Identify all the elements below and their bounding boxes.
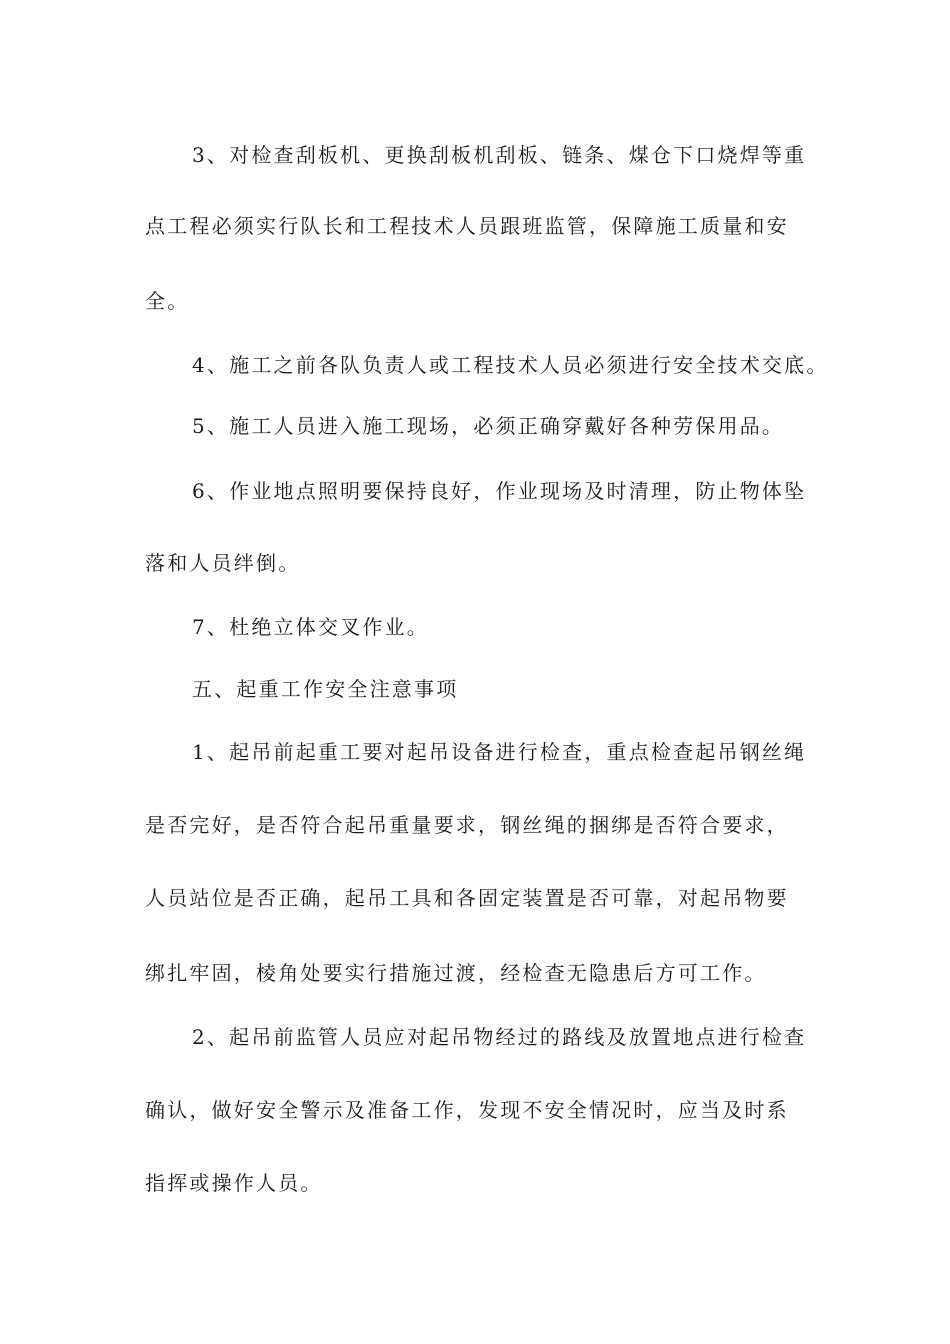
text-line-10: 1、起吊前起重工要对起吊设备进行检查，重点检查起吊钢丝绳 <box>192 740 807 764</box>
text-line-1: 3、对检查刮板机、更换刮板机刮板、链条、煤仓下口烧焊等重 <box>192 143 807 167</box>
text-line-4: 4、施工之前各队负责人或工程技术人员必须进行安全技术交底。 <box>192 353 829 377</box>
text-line-3: 全。 <box>145 289 190 313</box>
text-line-15: 确认，做好安全警示及准备工作，发现不安全情况时，应当及时系 <box>145 1098 789 1122</box>
text-line-13: 绑扎牢固，棱角处要实行措施过渡，经检查无隐患后方可工作。 <box>145 961 767 985</box>
text-line-14: 2、起吊前监管人员应对起吊物经过的路线及放置地点进行检查 <box>192 1025 807 1049</box>
text-line-2: 点工程必须实行队长和工程技术人员跟班监管，保障施工质量和安 <box>145 214 789 238</box>
text-line-8: 7、杜绝立体交叉作业。 <box>192 615 429 639</box>
text-line-6: 6、作业地点照明要保持良好，作业现场及时清理，防止物体坠 <box>192 479 807 503</box>
section-heading: 五、起重工作安全注意事项 <box>192 677 459 701</box>
text-line-5: 5、施工人员进入施工现场，必须正确穿戴好各种劳保用品。 <box>192 414 785 438</box>
text-line-11: 是否完好，是否符合起吊重量要求，钢丝绳的捆绑是否符合要求， <box>145 813 789 837</box>
text-line-12: 人员站位是否正确，起吊工具和各固定装置是否可靠，对起吊物要 <box>145 886 789 910</box>
text-line-16: 指挥或操作人员。 <box>145 1171 323 1195</box>
text-line-7: 落和人员绊倒。 <box>145 551 301 575</box>
